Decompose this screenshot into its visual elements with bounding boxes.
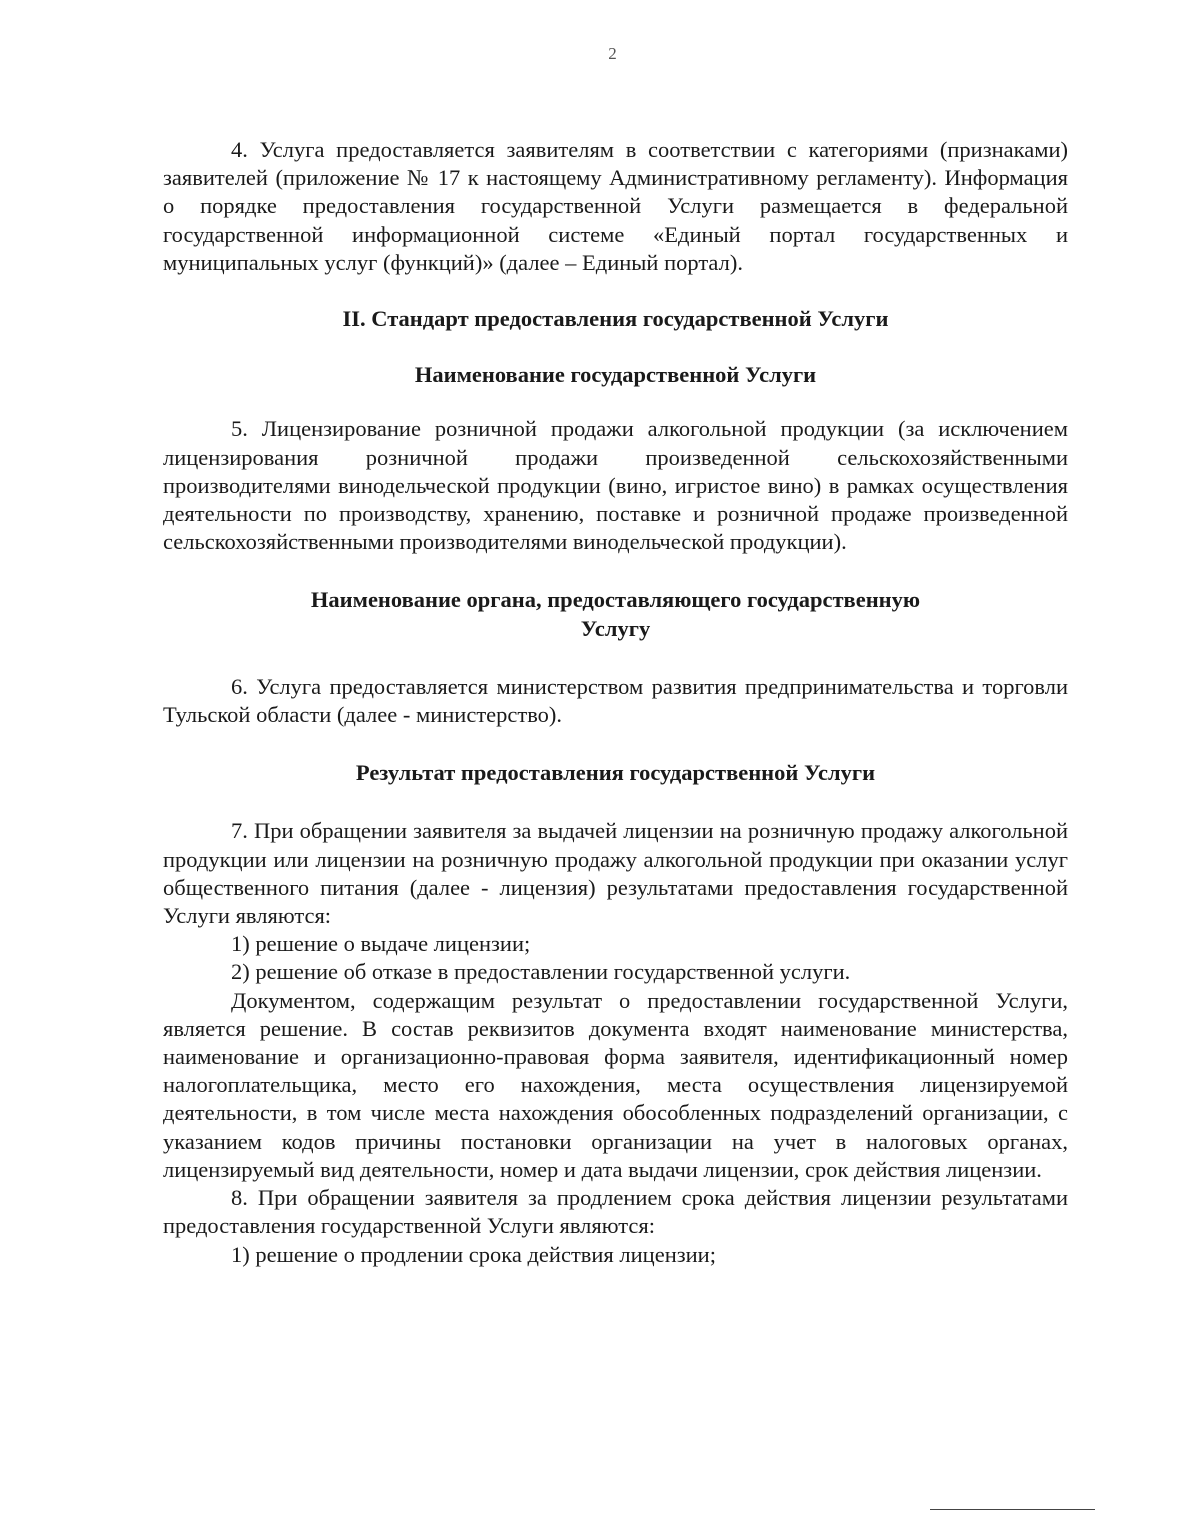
section-heading-2: II. Стандарт предоставления государственной Услуги: [342, 306, 889, 332]
subheading-organ-line1: Наименование органа, предоставляющего государственную: [310, 587, 921, 613]
paragraph-6: 6. Услуга предоставляется министерством развития предпринимательства и торговли Тульской области (далее - министерство).: [163, 673, 1068, 728]
paragraph-8: 8. При обращении заявителя за продлением срока действия лицензии результатами предоставления государственной Услуги являются:: [163, 1185, 1068, 1239]
subheading-result: Результат предоставления государственной Услуги: [355, 760, 876, 786]
paragraph-7-document: Документом, содержащим результат о предоставлении государственной Услуги, является решение. В состав реквизитов документа входят наименование министерства, наименование и организационно-правовая форма заявителя, идентификационный номер налогоплательщика, место его нахождения, места осуществления лицензируемой деятельности, в том числе места нахождения обособленных подразделений организации, с указанием кодов причины постановки организации на учет в налоговых органах, лицензируемый вид деятельности, номер и дата выдачи лицензии, срок действия лицензии.: [163, 987, 1068, 1182]
document-body: [163, 136, 1068, 1269]
paragraph-5: 5. Лицензирование розничной продажи алкогольной продукции (за исключением лицензирования розничной продажи произведенной сельскохозяйственными производителями винодельческой продукции (вино, игристое вино) в рамках осуществления деятельности по производству, хранению, поставке и розничной продаже произведенной сельскохозяйственными производителями винодельческой продукции).: [163, 416, 1068, 555]
paragraph-7-item-2: 2) решение об отказе в предоставлении государственной услуги.: [231, 959, 851, 985]
paragraph-7: 7. При обращении заявителя за выдачей лицензии на розничную продажу алкогольной продукции или лицензии на розничную продажу алкогольной продукции при оказании услуг общественного питания (далее - лицензия) результатами предоставления государственной Услуги являются:: [163, 818, 1068, 929]
subheading-organ-line2: Услугу: [580, 615, 651, 641]
page-number: 2: [608, 44, 617, 63]
paragraph-8-item-1: 1) решение о продлении срока действия лицензии;: [231, 1241, 716, 1267]
paragraph-4: 4. Услуга предоставляется заявителям в соответствии с категориями (признаками) заявителей (приложение № 17 к настоящему Административному регламенту). Информация о порядке предоставления государственной Услуги размещается в федеральной государственной информационной системе «Единый портал государственных и муниципальных услуг (функций)» (далее – Единый портал).: [163, 137, 1068, 275]
paragraph-7-item-1: 1) решение о выдаче лицензии;: [231, 931, 531, 957]
bottom-divider: [930, 1509, 1095, 1510]
subheading-service-name: Наименование государственной Услуги: [414, 362, 817, 388]
